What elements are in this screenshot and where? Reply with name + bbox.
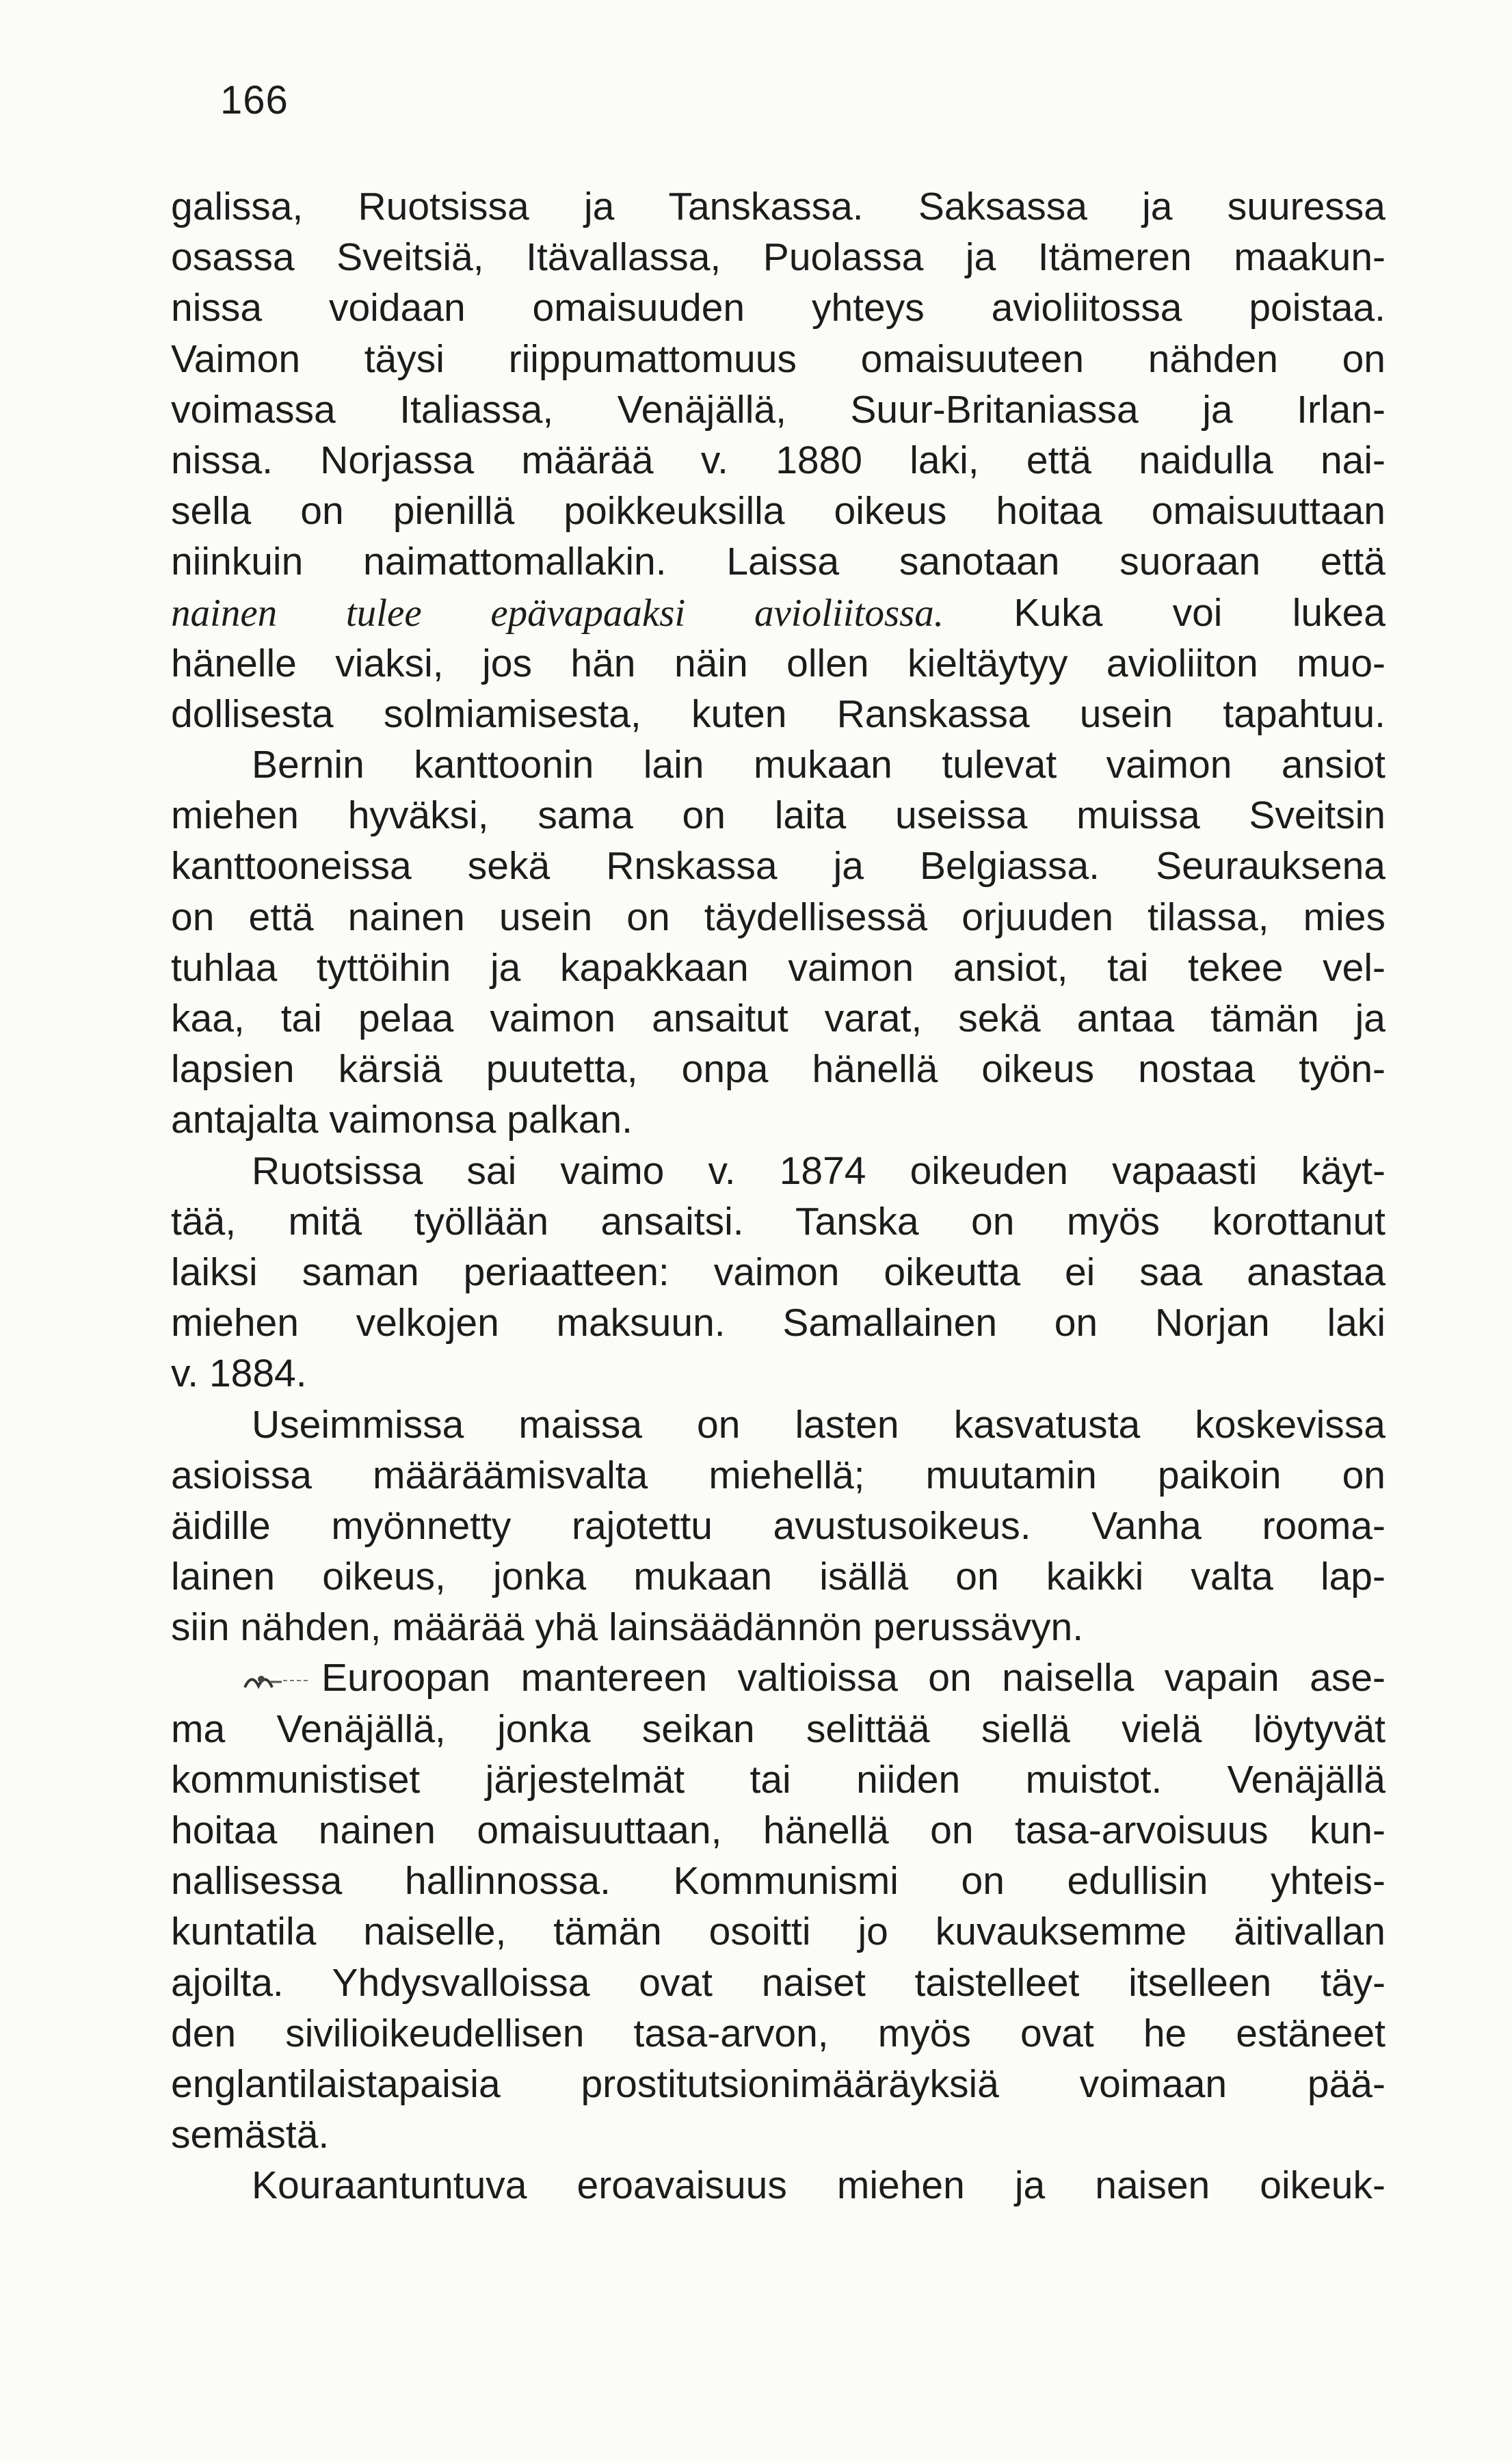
text-line: Kouraantuntuva eroavaisuus miehen ja naisen oikeuk- [252, 2163, 1385, 2208]
text-line: siin nähden, määrää yhä lainsäädännön perussävyn. [171, 1605, 1084, 1650]
text-line: dollisesta solmiamisesta, kuten Ranskassa usein tapahtuu. [171, 692, 1385, 736]
text-line: lainen oikeus, jonka mukaan isällä on kaikki valta lap- [171, 1555, 1385, 1599]
printer-mark-icon [242, 1667, 317, 1694]
text-line: äidille myönnetty rajotettu avustusoikeus. Vanha rooma- [171, 1503, 1385, 1548]
text-line: tuhlaa tyttöihin ja kapakkaan vaimon ansiot, tai tekee vel- [171, 945, 1385, 990]
text-line: nissa voidaan omaisuuden yhteys avioliitossa poistaa. [171, 286, 1385, 330]
text-line: ajoilta. Yhdysvalloissa ovat naiset taistelleet itselleen täy- [171, 1960, 1385, 2005]
text-line-emphasis [171, 588, 1385, 638]
text-line: nallisessa hallinnossa. Kommunismi on edullisin yhteis- [171, 1859, 1385, 1904]
text-line: ma Venäjällä, jonka seikan selittää siellä vielä löytyvät [171, 1707, 1385, 1751]
line-continuation: Kuka voi lukea [944, 590, 1386, 635]
text-line: kommunistiset järjestelmät tai niiden muistot. Venäjällä [171, 1757, 1385, 1802]
text-line: Useimmissa maissa on lasten kasvatusta koskevissa [252, 1402, 1385, 1447]
text-line: sella on pienillä poikkeuksilla oikeus hoitaa omaisuuttaan [171, 489, 1385, 534]
text-line: Ruotsissa sai vaimo v. 1874 oikeuden vapaasti käyt- [252, 1148, 1385, 1193]
text-line: osassa Sveitsiä, Itävallassa, Puolassa ja Itämeren maakun- [171, 235, 1385, 280]
text-line: galissa, Ruotsissa ja Tanskassa. Saksassa ja suuressa [171, 185, 1385, 228]
text-line: Bernin kanttoonin lain mukaan tulevat vaimon ansiot [252, 743, 1385, 787]
text-line: lapsien kärsiä puutetta, onpa hänellä oikeus nostaa työn- [171, 1047, 1385, 1092]
text-line: kanttooneissa sekä Rnskassa ja Belgiassa. Seurauksena [171, 844, 1385, 888]
text-line: Vaimon täysi riippumattomuus omaisuuteen nähden on [171, 337, 1385, 381]
body-text [171, 181, 1385, 2211]
text-line: hoitaa nainen omaisuuttaan, hänellä on tasa-arvoisuus kun- [171, 1808, 1385, 1852]
text-line: antajalta vaimonsa palkan. [171, 1098, 633, 1142]
text-line: semästä. [171, 2113, 330, 2157]
text-line: nissa. Norjassa määrää v. 1880 laki, että naidulla nai- [171, 438, 1385, 482]
text-line: voimassa Italiassa, Venäjällä, Suur-Britaniassa ja Irlan- [171, 387, 1385, 432]
paragraph-text: Euroopan mantereen valtioissa on naisella vapain ase- [321, 1656, 1385, 1700]
text-line: v. 1884. [171, 1352, 307, 1396]
text-line: kaa, tai pelaa vaimon ansaitut varat, sekä antaa tämän ja [171, 997, 1385, 1040]
text-line: on että nainen usein on täydellisessä orjuuden tilassa, mies [171, 895, 1385, 939]
text-line: den sivilioikeudellisen tasa-arvon, myös ovat he estäneet [171, 2011, 1385, 2055]
text-line: englantilaistapaisia prostitutsionimääräyksiä voimaan pää- [171, 2062, 1385, 2106]
text-line: miehen hyväksi, sama on laita useissa muissa Sveitsin [171, 793, 1385, 838]
text-line: tää, mitä työllään ansaitsi. Tanska on myös korottanut [171, 1199, 1385, 1243]
text-line: laiksi saman periaatteen: vaimon oikeutta ei saa anastaa [171, 1250, 1385, 1294]
text-line: niinkuin naimattomallakin. Laissa sanotaan suoraan että [171, 540, 1385, 584]
text-line-with-ornament [171, 1652, 1385, 1703]
text-line: asioissa määräämisvalta miehellä; muutamin paikoin on [171, 1453, 1385, 1497]
text-line: kuntatila naiselle, tämän osoitti jo kuvauksemme äitivallan [171, 1910, 1385, 1954]
italic-phrase: nainen tulee epävapaaksi avioliitossa. [171, 591, 944, 635]
text-line: hänelle viaksi, jos hän näin ollen kieltäytyy avioliiton muo- [171, 641, 1385, 685]
page-number: 166 [220, 78, 289, 122]
text-line: miehen velkojen maksuun. Samallainen on Norjan laki [171, 1301, 1385, 1345]
